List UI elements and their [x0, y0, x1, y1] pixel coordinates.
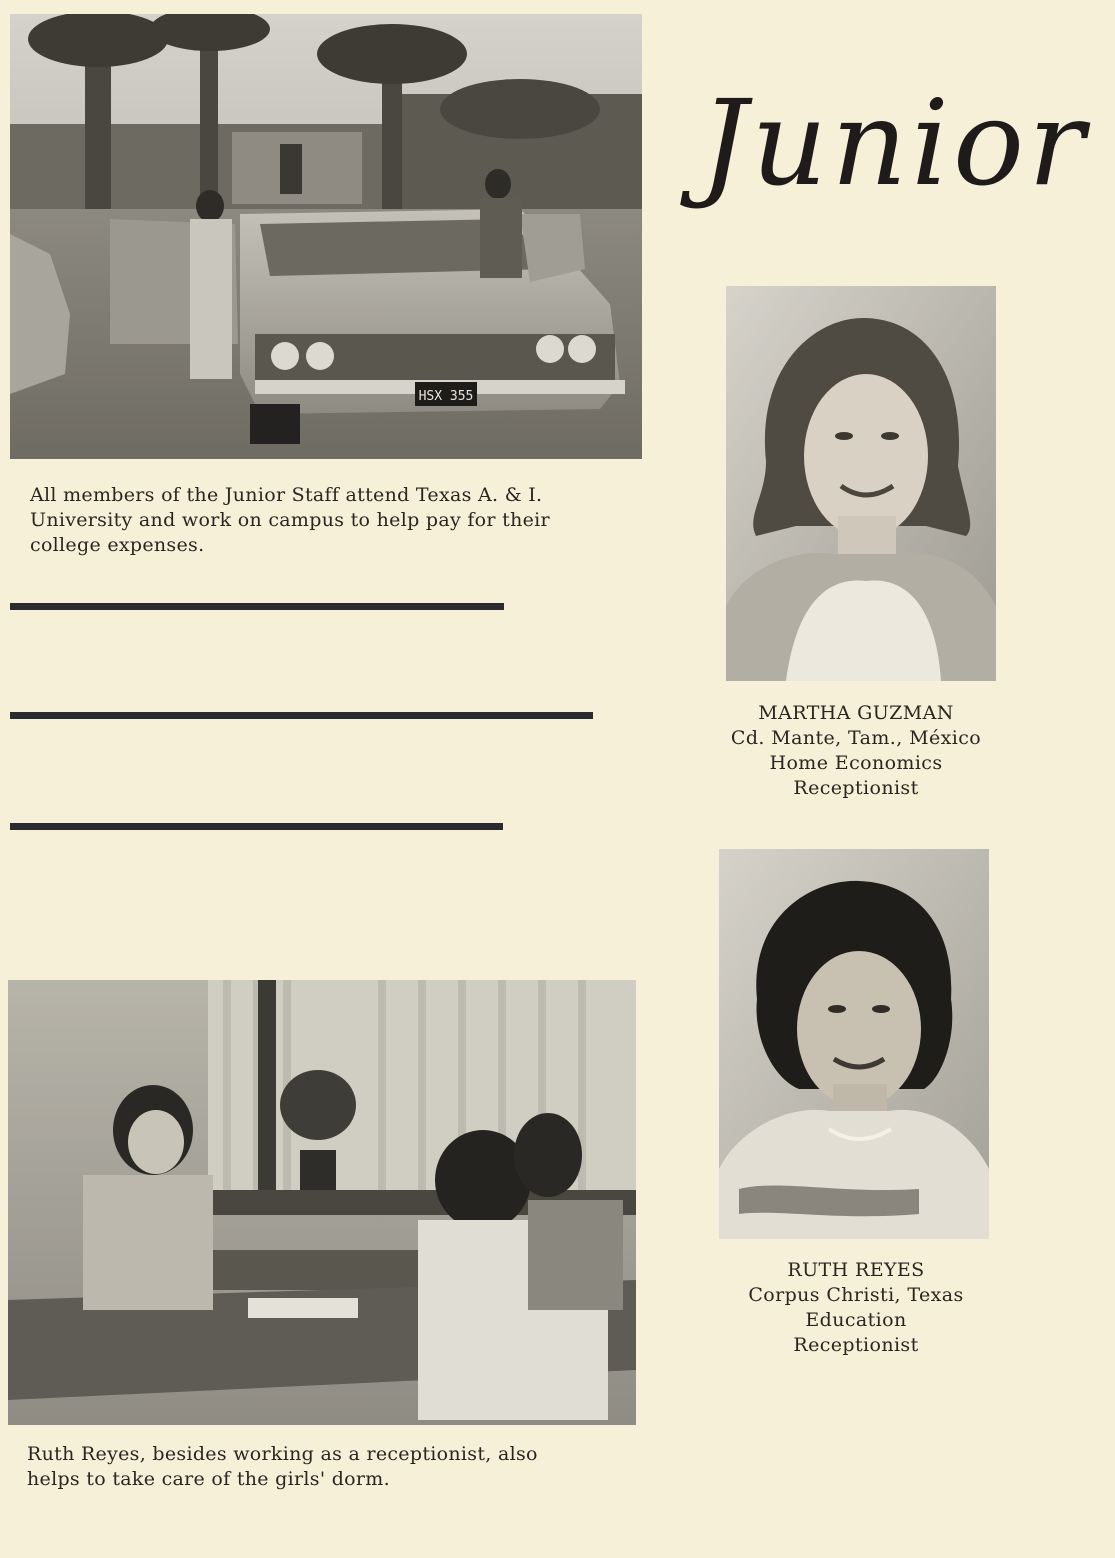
portrait-1-major: Home Economics: [769, 752, 943, 774]
top-caption-line-1: All members of the Junior Staff attend Texas A. & I.: [30, 484, 543, 506]
car-photo: [10, 14, 642, 459]
bottom-caption-line-2: helps to take care of the girls' dorm.: [27, 1468, 390, 1490]
portrait-caption-2: [686, 1258, 1026, 1358]
portrait-2-job: Receptionist: [793, 1334, 919, 1356]
portrait-1-hometown: Cd. Mante, Tam., México: [730, 727, 982, 749]
portrait-1-job: Receptionist: [793, 777, 919, 799]
car-photo-image: [10, 14, 642, 459]
portrait-ruth-reyes: [719, 849, 989, 1239]
top-caption-line-2: University and work on campus to help pay for their: [30, 509, 550, 531]
portrait-1-name: MARTHA GUZMAN: [758, 702, 954, 724]
section-title: Junior: [700, 74, 1089, 212]
portrait-martha-guzman: [726, 286, 996, 681]
portrait-2-major: Education: [805, 1309, 907, 1331]
portrait-2-name: RUTH REYES: [787, 1259, 925, 1281]
bottom-caption-line-1: Ruth Reyes, besides working as a receptionist, also: [27, 1443, 538, 1465]
portrait-caption-1: [686, 701, 1026, 801]
portrait-2-image: [719, 849, 989, 1239]
rule-3: [10, 823, 503, 830]
bottom-caption: [27, 1442, 637, 1492]
dorm-photo-image: [8, 980, 636, 1425]
portrait-1-image: [726, 286, 996, 681]
portrait-2-hometown: Corpus Christi, Texas: [748, 1284, 964, 1306]
top-caption-line-3: college expenses.: [30, 534, 205, 556]
rule-1: [10, 603, 504, 610]
rule-2: [10, 712, 593, 719]
top-caption: [30, 483, 640, 558]
dorm-photo: [8, 980, 636, 1425]
license-plate-text: HSX 355: [418, 389, 474, 404]
